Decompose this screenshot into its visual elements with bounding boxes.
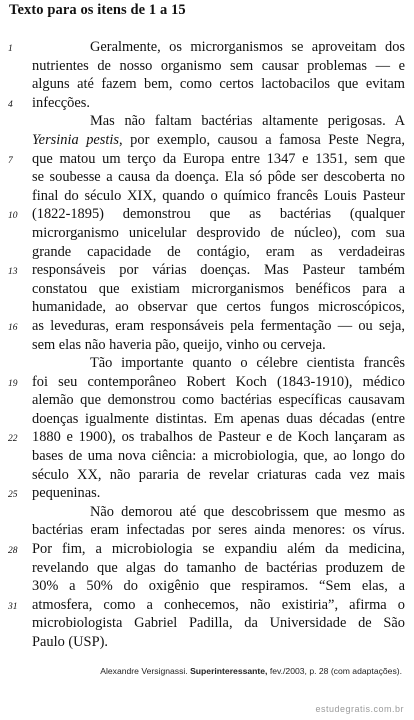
line-text: se soubesse a causa da doença. Ela só pôde ser descoberta no xyxy=(32,169,405,186)
line-text: bactérias eram infectadas por seres ainda menores: os vírus. xyxy=(32,522,405,539)
passage-line xyxy=(0,75,414,94)
line-text: alemão que demonstrou como bactérias específicas causavam xyxy=(32,392,405,409)
passage-line xyxy=(0,38,414,57)
line-text: 30% a 50% do oxigênio que respiramos. “Sem elas, a xyxy=(32,578,405,595)
passage-line xyxy=(0,168,414,187)
passage-line xyxy=(0,243,414,262)
passage-line xyxy=(0,261,414,280)
line-number: 10 xyxy=(8,211,18,222)
line-text: 1880 e 1900), os trabalhos de Pasteur e de Koch lançaram as xyxy=(32,429,405,446)
site-watermark: estudegratis.com.br xyxy=(315,704,404,714)
line-text: bases de uma nova ciência: a microbiologia, que, ao longo do xyxy=(32,448,405,465)
passage-line xyxy=(0,317,414,336)
line-text: Tão importante quanto o célebre cientista francês xyxy=(90,355,405,372)
line-text: Mas não faltam bactérias altamente perigosas. A xyxy=(90,113,405,130)
passage-line xyxy=(0,280,414,299)
line-text: sem elas não haveria pão, queijo, vinho ou cerveja. xyxy=(32,336,326,353)
passage-line xyxy=(0,503,414,522)
line-text: Não demorou até que descobrissem que mesmo as xyxy=(90,503,405,520)
passage-line xyxy=(0,428,414,447)
line-text: Por fim, a microbiologia se expandiu além da medicina, xyxy=(32,541,405,558)
passage-line xyxy=(0,57,414,76)
passage-line xyxy=(0,150,414,169)
line-text: responsáveis por várias doenças. Mas Pasteur também xyxy=(32,262,405,279)
line-text: as leveduras, eram responsáveis pela fermentação — ou seja, xyxy=(32,317,405,334)
source-citation xyxy=(100,666,402,676)
line-number: 19 xyxy=(8,378,18,389)
line-number: 22 xyxy=(8,434,18,445)
line-text: século XX, não pararia de revelar criaturas cada vez mais xyxy=(32,466,405,483)
line-text: constatou que existiam microrganismos benéficos para a xyxy=(32,280,405,297)
line-text: grande capacidade de contágio, eram as verdadeiras xyxy=(32,243,405,260)
line-number: 13 xyxy=(8,267,18,278)
line-text: foi seu contemporâneo Robert Koch (1843-1910), médico xyxy=(32,373,405,390)
line-number: 7 xyxy=(8,155,13,166)
line-number: 28 xyxy=(8,546,18,557)
passage-line xyxy=(0,559,414,578)
line-text: doenças igualmente distintas. Em apenas duas décadas (entre xyxy=(32,410,405,427)
passage-line xyxy=(0,466,414,485)
line-text: Paulo (USP). xyxy=(32,634,108,650)
line-text: revelando que algas do tamanho de bactérias produzem de xyxy=(32,559,405,576)
line-text: que matou um terço da Europa entre 1347 e 1351, sem que xyxy=(32,150,405,167)
passage-line xyxy=(0,224,414,243)
passage-line xyxy=(0,94,414,113)
line-text: alguns até fazem bem, como certos lactobacilos que evitam xyxy=(32,76,405,93)
line-text: nutrientes de nosso organismo sem causar problemas — e xyxy=(32,57,405,74)
passage-line xyxy=(0,447,414,466)
line-text: Yersinia pestis, por exemplo, causou a famosa Peste Negra, xyxy=(32,131,405,148)
line-text: final do século XIX, quando o químico francês Louis Pasteur xyxy=(32,187,405,204)
passage-line xyxy=(0,131,414,150)
line-text: atmosfera, como a conhecemos, não existiria”, afirma o xyxy=(32,596,405,613)
passage-line xyxy=(0,112,414,131)
line-text: infecções. xyxy=(32,94,90,111)
line-text: microbiologista Gabriel Padilla, da Universidade de São xyxy=(32,615,405,632)
line-number: 4 xyxy=(8,99,13,110)
passage-line xyxy=(0,187,414,206)
line-number: 16 xyxy=(8,322,18,333)
line-text: Geralmente, os microrganismos se aproveitam dos xyxy=(90,39,405,55)
passage-line xyxy=(0,205,414,224)
passage-text xyxy=(0,38,414,652)
passage-line xyxy=(0,391,414,410)
passage-heading: Texto para os itens de 1 a 15 xyxy=(9,2,186,18)
passage-line xyxy=(0,484,414,503)
species-name: Yersinia pestis xyxy=(32,131,120,148)
line-number: 25 xyxy=(8,490,18,501)
passage-line xyxy=(0,521,414,540)
source-details: fev./2003, p. 28 (com adaptações). xyxy=(269,666,402,676)
passage-line xyxy=(0,577,414,596)
line-text: microrganismo unicelular desprovido de núcleo), com sua xyxy=(32,224,405,241)
line-number: 31 xyxy=(8,601,18,612)
passage-line xyxy=(0,354,414,373)
line-text: (1822-1895) demonstrou que as bactérias (qualquer xyxy=(32,206,405,223)
passage-line xyxy=(0,633,414,652)
passage-line xyxy=(0,540,414,559)
line-number: 1 xyxy=(8,44,13,54)
line-text: humanidade, ao observar que certos fungos microscópicos, xyxy=(32,299,405,316)
source-author: Alexandre Versignassi. xyxy=(100,666,188,676)
passage-line xyxy=(0,410,414,429)
passage-line xyxy=(0,614,414,633)
source-publication: Superinteressante, xyxy=(190,666,268,676)
passage-line xyxy=(0,298,414,317)
line-text: pequeninas. xyxy=(32,485,101,502)
passage-line xyxy=(0,373,414,392)
passage-line xyxy=(0,596,414,615)
passage-line xyxy=(0,336,414,355)
